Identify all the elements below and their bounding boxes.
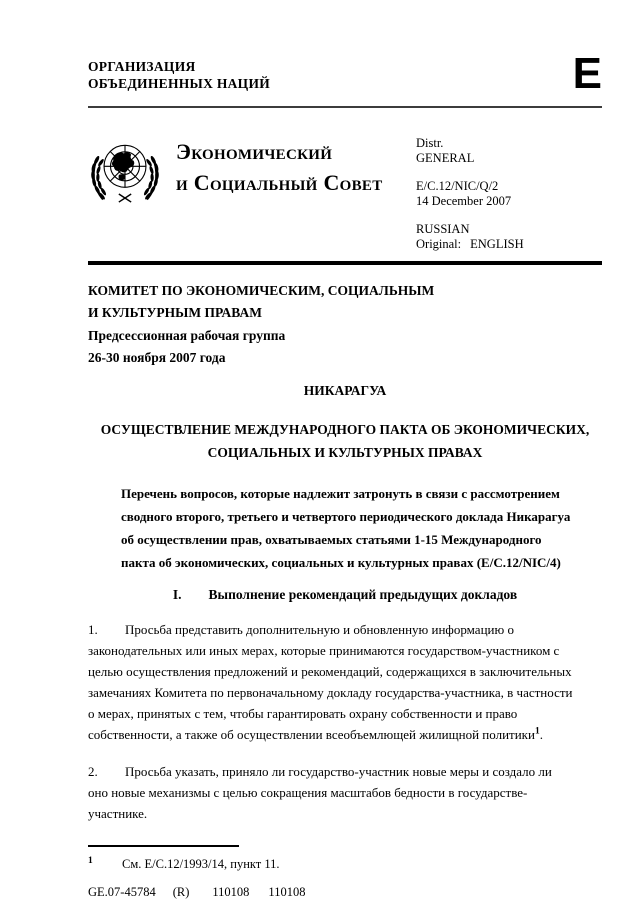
section-heading: [88, 587, 602, 603]
doc-language: RUSSIAN: [416, 222, 470, 236]
doc-info: [416, 136, 602, 252]
footer-date-2: 110108: [268, 885, 306, 900]
doc-date: 14 December 2007: [416, 194, 512, 208]
language-group: [416, 222, 602, 252]
main-heading-line2: СОЦИАЛЬНЫХ И КУЛЬТУРНЫХ ПРАВАХ: [207, 445, 483, 460]
symbol-group: [416, 179, 602, 209]
org-name: [88, 58, 602, 92]
country-title: НИКАРАГУА: [303, 383, 387, 398]
paragraph-1-text: Просьба представить дополнительную и обновленную информацию о законодательных или иных мерах, которые принимаются государством-участником с целью осуществления предложений и рекомендаций, содержащихся в заключительных замечаниях Комитета по первоначальному докладу государства-участника, в частности о мерах, принятых с тем, чтобы гарантировать охрану собственности и право собственности, а также об осуществлении всеобъемлющей жилищной политики: [88, 622, 573, 742]
working-group: Предсессионная рабочая группа: [88, 328, 286, 343]
masthead: [88, 134, 602, 252]
org-name-line1: ОРГАНИЗАЦИЯ: [88, 59, 196, 74]
original-value: ENGLISH: [470, 237, 524, 251]
session-dates: 26-30 ноября 2007 года: [88, 350, 226, 365]
list-of-issues-subtitle: Перечень вопросов, которые надлежит затронуть в связи с рассмотрением сводного второго, третьего и четвертого периодического доклада Никарагуа об осуществлении прав, охватываемых статьями 1-15 Международного пакта об экономических, социальных и культурных правах (E/C.12/NIC/4): [121, 486, 571, 570]
document-content: [88, 49, 602, 900]
paragraph-2-number: 2.: [88, 764, 98, 779]
paragraph-2-text: Просьба указать, приняло ли государство-участник новые меры и создало ли оно новые механизмы с целью сокращения масштабов бедности в государстве-участнике.: [88, 764, 552, 821]
section-number: I.: [172, 587, 182, 602]
distribution-group: [416, 136, 602, 166]
original-label: Original:: [416, 237, 462, 251]
main-heading: [88, 418, 602, 464]
main-heading-line1: ОСУЩЕСТВЛЕНИЕ МЕЖДУНАРОДНОГО ПАКТА ОБ ЭКОНОМИЧЕСКИХ,: [100, 422, 590, 437]
footer-language-code: (R): [172, 885, 190, 900]
council-title: [176, 136, 383, 198]
document-footer: [88, 885, 602, 900]
footnote: [88, 856, 602, 872]
doc-series-letter: E: [572, 49, 602, 98]
masthead-divider: [88, 261, 602, 265]
council-title-line1: Экономический: [176, 139, 333, 164]
paragraph-1-tail: .: [539, 727, 543, 742]
doc-original: [416, 237, 602, 252]
section-title: Выполнение рекомендаций предыдущих докладов: [208, 587, 518, 602]
session-info: [88, 280, 602, 369]
un-emblem-svg: [88, 134, 162, 206]
council-title-line2: и Социальный Совет: [176, 170, 383, 195]
footer-date-1: 110108: [212, 885, 250, 900]
footnote-reference-1: 1: [534, 726, 540, 737]
document-header: [88, 49, 602, 98]
footnote-text: См. E/C.12/1993/14, пункт 11.: [122, 857, 280, 872]
paragraph-1: [88, 619, 575, 745]
distr-label: Distr.: [416, 136, 444, 150]
header-divider: [88, 106, 602, 108]
committee-name-line2: И КУЛЬТУРНЫМ ПРАВАМ: [88, 305, 262, 320]
paragraph-1-number: 1.: [88, 622, 98, 637]
footer-registry-code: GE.07-45784: [88, 885, 156, 900]
doc-symbol: E/C.12/NIC/Q/2: [416, 179, 499, 193]
un-emblem-icon: [88, 134, 162, 206]
footnote-separator: [88, 845, 239, 847]
committee-name-line1: КОМИТЕТ ПО ЭКОНОМИЧЕСКИМ, СОЦИАЛЬНЫМ: [88, 283, 435, 298]
distr-value: GENERAL: [416, 151, 475, 165]
paragraph-2: [88, 761, 575, 824]
footnote-marker: 1: [88, 856, 93, 866]
org-name-line2: ОБЪЕДИНЕННЫХ НАЦИЙ: [88, 76, 271, 91]
